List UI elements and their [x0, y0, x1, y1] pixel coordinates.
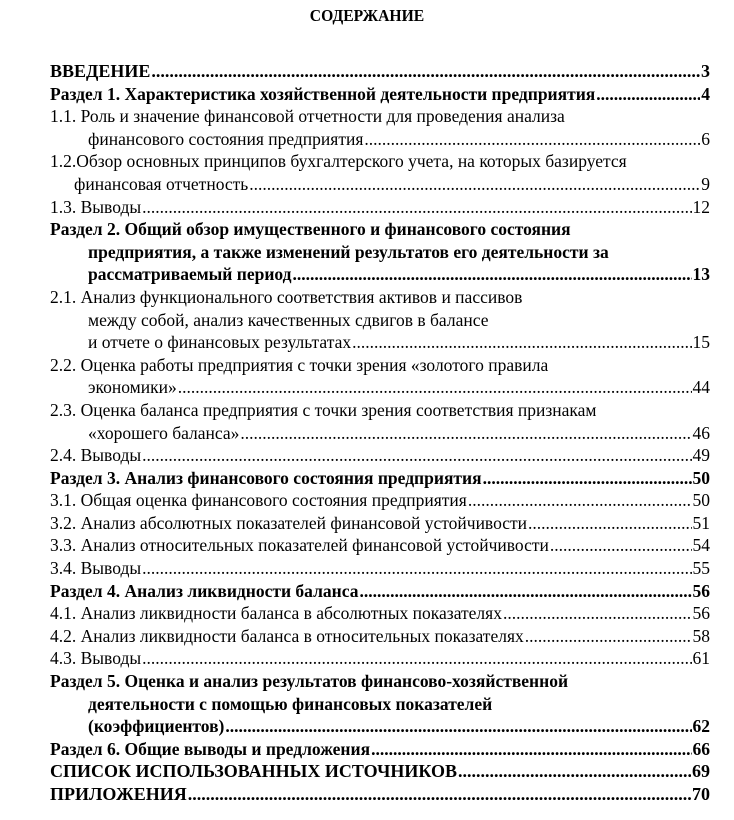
toc-entry[interactable]: [50, 354, 710, 399]
dot-leader: [364, 128, 700, 151]
toc-page-number: 62: [692, 716, 710, 737]
toc-entry[interactable]: [50, 150, 710, 195]
toc-entry[interactable]: [50, 83, 710, 106]
toc-entry-text: Раздел 1. Характеристика хозяйственной деятельности предприятия: [50, 83, 596, 104]
toc-page-number: 50: [692, 490, 710, 511]
toc-entry-text: деятельности с помощью финансовых показателей: [88, 693, 493, 714]
toc-page-number: 55: [692, 558, 710, 579]
toc-entry-text: 4.3. Выводы: [50, 648, 142, 669]
toc-page-number: 51: [692, 512, 710, 533]
toc-page-number: 58: [692, 625, 710, 646]
toc-entry[interactable]: [50, 105, 710, 150]
dot-leader: [151, 60, 700, 83]
toc-entry-text: между собой, анализ качественных сдвигов в балансе: [88, 309, 489, 330]
toc-entry-text: СПИСОК ИСПОЛЬЗОВАННЫХ ИСТОЧНИКОВ: [50, 761, 457, 782]
toc-page-number: 66: [692, 738, 710, 759]
toc-entry-text: финансового состояния предприятия: [88, 128, 364, 149]
toc-entry-text: предприятия, а также изменений результатов его деятельности за: [88, 241, 609, 262]
toc-entry-text: ВВЕДЕНИЕ: [50, 61, 151, 81]
toc-entry[interactable]: [50, 196, 710, 219]
dot-leader: [293, 263, 692, 286]
toc-entry-text: Раздел 5. Оценка и анализ результатов финансово-хозяйственной: [50, 671, 569, 692]
toc-page-number: 49: [692, 445, 710, 466]
toc-entry[interactable]: [50, 286, 710, 354]
dot-leader: [371, 738, 691, 761]
toc-entry-text: Раздел 6. Общие выводы и предложения: [50, 738, 371, 759]
toc-entry-text: 2.3. Оценка баланса предприятия с точки зрения соответствия признакам: [50, 399, 597, 420]
toc-entry-text: 3.4. Выводы: [50, 558, 142, 579]
toc-entry-text: 4.2. Анализ ликвидности баланса в относительных показателях: [50, 625, 524, 646]
toc-entry-text: Раздел 3. Анализ финансового состояния предприятия: [50, 467, 482, 488]
toc-page-number: 4: [701, 83, 710, 104]
toc-entry-text: 2.2. Оценка работы предприятия с точки зрения «золотого правила: [50, 354, 549, 375]
toc-entry[interactable]: [50, 534, 710, 557]
toc-entry-text: 2.4. Выводы: [50, 445, 142, 466]
toc-entry-text: 4.1. Анализ ликвидности баланса в абсолютных показателях: [50, 603, 502, 624]
toc-entry[interactable]: [50, 489, 710, 512]
dot-leader: [142, 196, 691, 219]
toc-entry[interactable]: [50, 760, 710, 783]
dot-leader: [240, 422, 691, 445]
toc-page-number: 61: [692, 648, 710, 669]
toc-page-number: 56: [692, 603, 710, 624]
toc-entry[interactable]: [50, 738, 710, 761]
dot-leader: [359, 580, 691, 603]
toc-entry-text: и отчете о финансовых результатах: [88, 332, 352, 353]
dot-leader: [142, 647, 691, 670]
toc-entry[interactable]: [50, 647, 710, 670]
toc-entry[interactable]: [50, 580, 710, 603]
toc-entry[interactable]: [50, 399, 710, 444]
toc-page-number: 6: [701, 128, 710, 149]
toc-page-number: 54: [692, 535, 710, 556]
toc-entry[interactable]: [50, 444, 710, 467]
dot-leader: [528, 512, 691, 535]
dot-leader: [142, 444, 691, 467]
dot-leader: [249, 173, 700, 196]
toc-page-number: 50: [692, 467, 710, 488]
dot-leader: [550, 534, 692, 557]
toc-entry[interactable]: [50, 218, 710, 286]
toc-page-number: 13: [692, 264, 710, 285]
toc-entry-text: 3.2. Анализ абсолютных показателей финансовой устойчивости: [50, 512, 528, 533]
toc-entry-text: экономики»: [88, 377, 177, 398]
toc-page-number: 69: [692, 761, 710, 782]
toc-page-number: 3: [701, 61, 710, 81]
toc-page-number: 46: [692, 422, 710, 443]
toc-page-number: 9: [701, 173, 710, 194]
dot-leader: [178, 376, 692, 399]
toc-page-number: 56: [692, 580, 710, 601]
toc-entry[interactable]: [50, 602, 710, 625]
dot-leader: [483, 467, 692, 490]
dot-leader: [468, 489, 692, 512]
toc-entry[interactable]: [50, 670, 710, 738]
toc-entry-text: «хорошего баланса»: [88, 422, 240, 443]
toc-title: СОДЕРЖАНИЕ: [309, 6, 425, 25]
toc-entry[interactable]: [50, 512, 710, 535]
toc-entry[interactable]: [50, 557, 710, 580]
toc-page-number: 15: [692, 332, 710, 353]
toc-entry-text: 1.3. Выводы: [50, 196, 142, 217]
dot-leader: [596, 83, 700, 106]
dot-leader: [188, 783, 691, 806]
toc-entry-text: Раздел 2. Общий обзор имущественного и финансового состояния: [50, 219, 571, 240]
toc-entry[interactable]: [50, 625, 710, 648]
toc-entry-text: (коэффициентов): [88, 716, 225, 737]
dot-leader: [225, 715, 691, 738]
dot-leader: [525, 625, 692, 648]
toc-page-number: 44: [692, 377, 710, 398]
dot-leader: [503, 602, 692, 625]
toc-entry-text: 2.1. Анализ функционального соответствия активов и пассивов: [50, 286, 523, 307]
toc-entry-text: 1.1. Роль и значение финансовой отчетности для проведения анализа: [50, 106, 565, 127]
toc-entry-text: 3.3. Анализ относительных показателей финансовой устойчивости: [50, 535, 549, 556]
dot-leader: [458, 760, 691, 783]
toc-entry-text: рассматриваемый период: [88, 264, 292, 285]
toc-entry-text: ПРИЛОЖЕНИЯ: [50, 784, 187, 804]
dot-leader: [142, 557, 691, 580]
toc-page-number: 70: [692, 784, 710, 804]
dot-leader: [352, 331, 691, 354]
toc-entry-text: Раздел 4. Анализ ликвидности баланса: [50, 580, 359, 601]
toc-entry-text: 1.2.Обзор основных принципов бухгалтерского учета, на которых базируется: [50, 151, 627, 172]
toc-entry[interactable]: [50, 467, 710, 490]
table-of-contents: [50, 60, 710, 806]
toc-entry[interactable]: [50, 783, 710, 806]
toc-entry[interactable]: [50, 60, 710, 83]
toc-entry-text: 3.1. Общая оценка финансового состояния предприятия: [50, 490, 467, 511]
toc-page-number: 12: [692, 196, 710, 217]
toc-entry-text: финансовая отчетность: [74, 173, 249, 194]
